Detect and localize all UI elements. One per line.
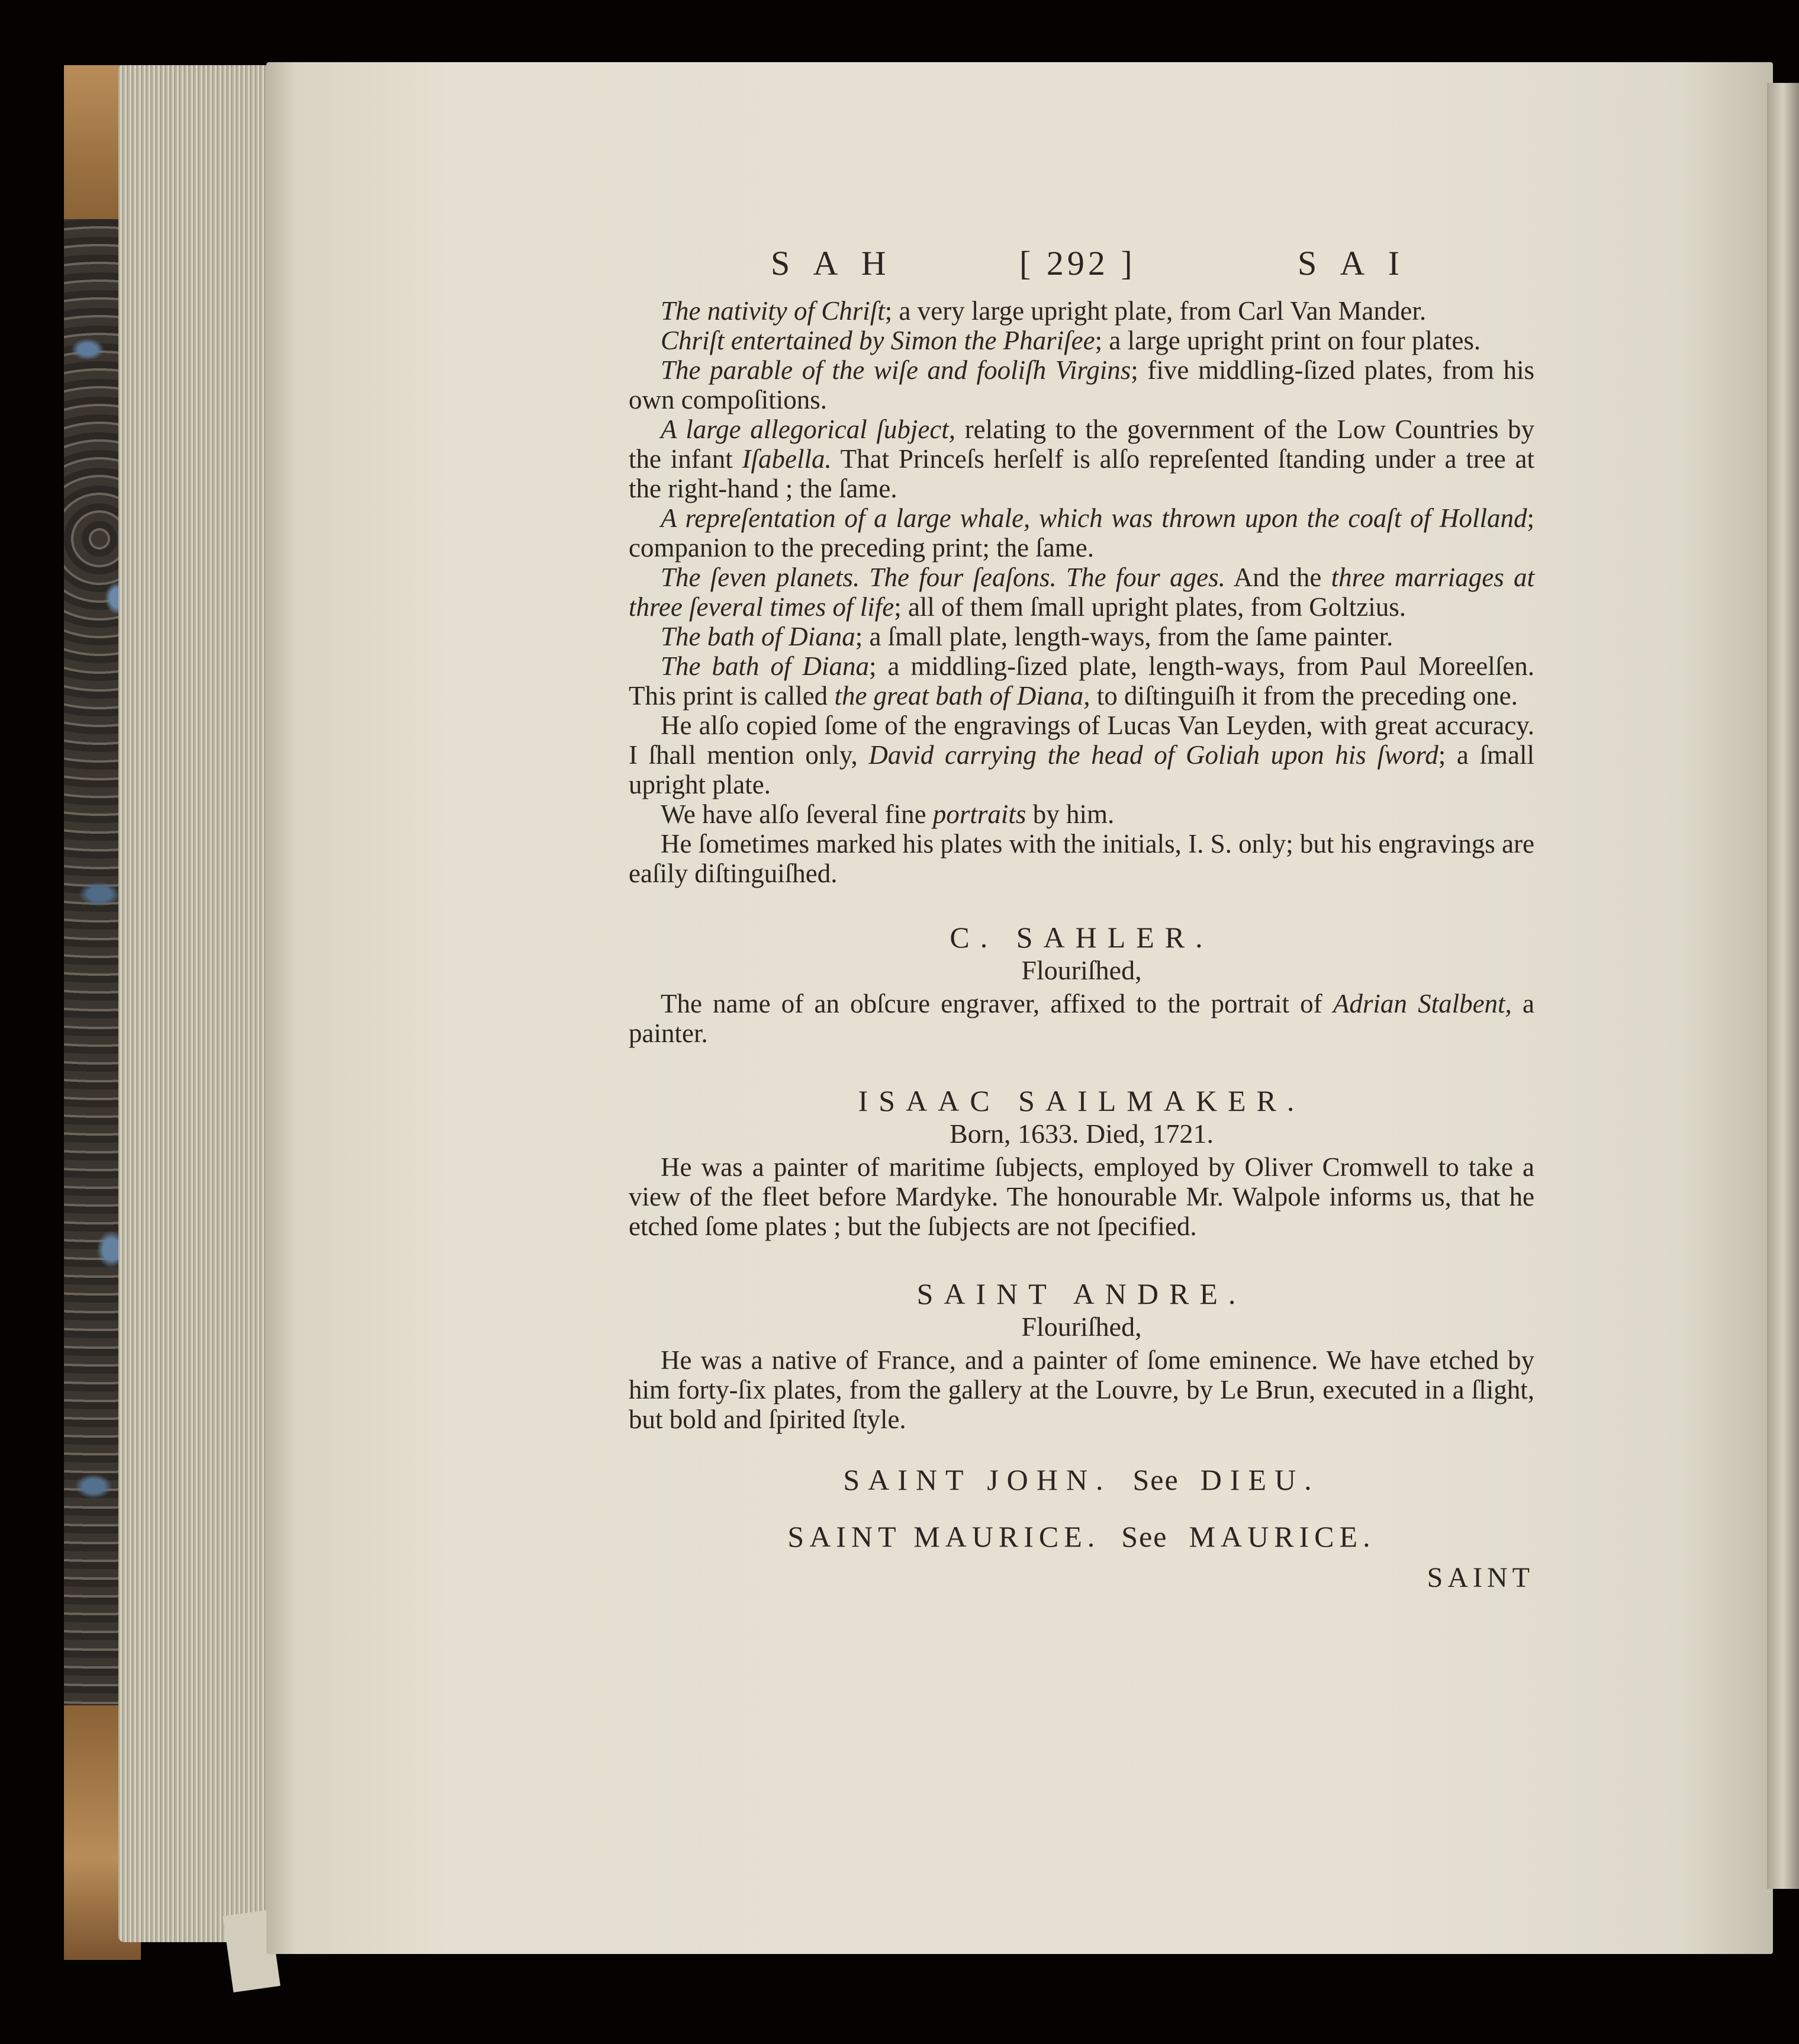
cross-ref-name: SAINT JOHN. (843, 1463, 1112, 1496)
italic-title: Chriſt entertained by Simon the Phariſee (661, 326, 1095, 355)
text-run: That Princeſs herſelf is alſo repreſented ſtanding under a tree at the right-hand ; the ſame. (629, 444, 1534, 503)
text-run: ; a large upright print on four plates. (1095, 326, 1481, 355)
italic-title: A large allegorical ſubject, (661, 414, 956, 444)
entry-paragraph (629, 296, 1534, 326)
section-heading: C. SAHLER. (950, 921, 1214, 954)
italic-name: Adrian Stalbent, (1333, 989, 1512, 1018)
entry-paragraph (629, 799, 1534, 829)
entry-paragraph (629, 503, 1534, 563)
text-block (629, 244, 1535, 1593)
text-run: ; a middling-ſized plate, length-ways, from Paul Moreelſen. This print is called (629, 651, 1534, 711)
facing-page-edge (1767, 83, 1799, 1889)
entry-paragraph (629, 622, 1534, 651)
italic-title: The ſeven planets. The four ſeaſons. The four ages. (661, 563, 1225, 592)
entry-paragraph (629, 711, 1534, 799)
italic-name: Iſabella. (742, 444, 832, 474)
cross-ref-target: MAURICE. (1189, 1520, 1376, 1553)
entry-paragraph (629, 355, 1534, 414)
entry-paragraph (629, 989, 1534, 1048)
running-head-left: S A H (771, 244, 894, 282)
text-run: ; companion to the preceding print; the ſame. (629, 503, 1534, 563)
text-run: ; a ſmall upright plate. (629, 740, 1534, 799)
text-run: ; a ſmall plate, length-ways, from the ſame painter. (855, 622, 1393, 651)
italic-title: David carrying the head of Goliah upon his ſword (868, 740, 1438, 770)
text-run: We have alſo ſeveral fine (661, 799, 933, 829)
italic-title: The parable of the wiſe and fooliſh Virgins (661, 355, 1131, 385)
entry-paragraph: He ſometimes marked his plates with the initials, I. S. only; but his engravings are eaſily diſtinguiſhed. (629, 829, 1534, 888)
text-run: relating to the government of the Low Countries by the infant (629, 414, 1535, 474)
cross-reference (629, 1465, 1534, 1495)
italic-title: The nativity of Chriſt (661, 296, 885, 326)
text-run: ; all of them ſmall upright plates, from Goltzius. (894, 592, 1407, 622)
italic-title: portraits (932, 799, 1026, 829)
section-subheading: Flouriſhed, (1021, 955, 1142, 985)
entry-paragraph (629, 414, 1534, 503)
text-run: a painter. (629, 989, 1534, 1048)
italic-title: the great bath of Diana, (834, 681, 1090, 711)
entry-paragraph (629, 651, 1534, 711)
cross-ref-see: See (1121, 1520, 1168, 1553)
section-heading: SAINT ANDRE. (916, 1277, 1247, 1310)
text-run: The name of an obſcure engraver, affixed to the portrait of (661, 989, 1333, 1018)
running-head-right: S A I (1298, 244, 1408, 282)
catchword: SAINT (1427, 1562, 1534, 1593)
cross-ref-name: SAINT MAURICE. (787, 1520, 1100, 1553)
text-run: to diſtinguiſh it from the preceding one. (1090, 681, 1518, 711)
italic-title: The bath of Diana (661, 622, 855, 651)
text-run: ; a very large upright plate, from Carl Van Mander. (884, 296, 1427, 326)
section-subheading: Born, 1633. Died, 1721. (950, 1119, 1214, 1149)
section-heading: ISAAC SAILMAKER. (858, 1084, 1305, 1117)
text-run: He alſo copied ſome of the engravings of Lucas Van Leyden, with great accuracy. I ſhall mention only, (629, 711, 1534, 770)
running-head (629, 244, 1534, 296)
entry-paragraph: He was a native of France, and a painter of ſome eminence. We have etched by him forty-ſix plates, from the gallery at the Louvre, by Le Brun, executed in a ſlight, but bold and ſpirited ſtyle. (629, 1345, 1534, 1434)
italic-title: three marriages at three ſeveral times of life (629, 563, 1535, 622)
text-run: ; five middling-ſized plates, from his own compoſitions. (629, 355, 1534, 414)
page-stack-edges (118, 65, 278, 1942)
section-subheading: Flouriſhed, (1021, 1312, 1142, 1342)
cross-ref-see: See (1132, 1463, 1179, 1496)
cross-reference (629, 1522, 1534, 1551)
text-run: by him. (1026, 799, 1115, 829)
page-number: [ 292 ] (1019, 244, 1136, 282)
entry-paragraph (629, 326, 1534, 355)
italic-title: A repreſentation of a large whale, which was thrown upon the coaſt of Holland (661, 503, 1527, 533)
entry-paragraph (629, 563, 1534, 622)
italic-title: The bath of Diana (661, 651, 870, 681)
text-run: And the (1225, 563, 1331, 592)
entry-paragraph: He was a painter of maritime ſubjects, employed by Oliver Cromwell to take a view of the fleet before Mardyke. The honourable Mr. Walpole informs us, that he etched ſome plates ; but the ſubjects are not ſpecified. (629, 1152, 1534, 1241)
cross-ref-target: DIEU. (1200, 1463, 1320, 1496)
